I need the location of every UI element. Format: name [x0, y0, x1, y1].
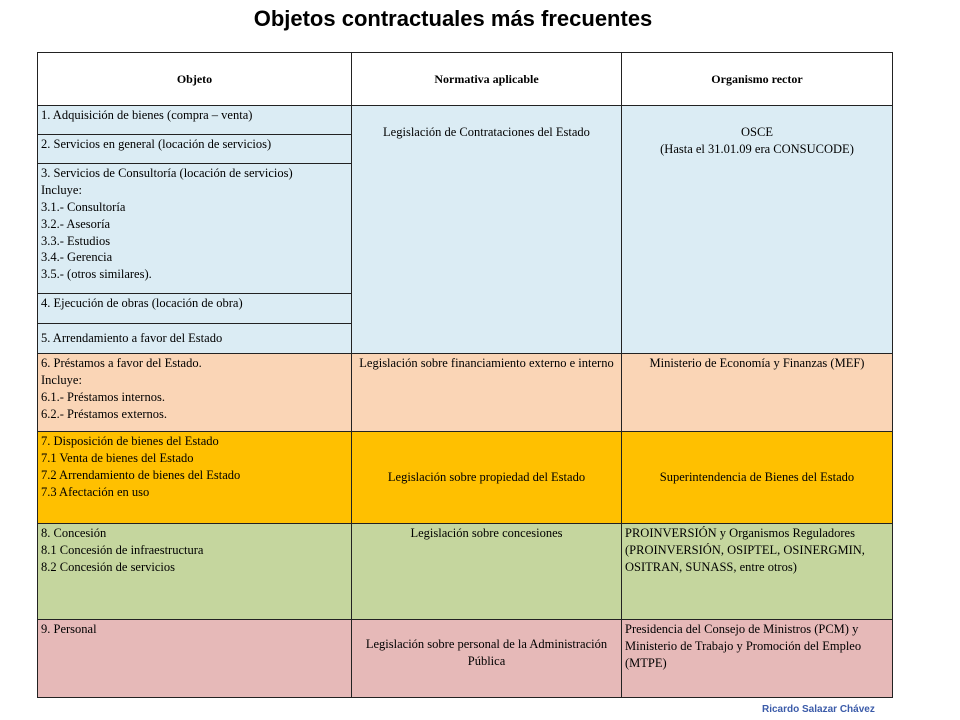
objeto-cell-5: 5. Arrendamiento a favor del Estado [38, 324, 352, 354]
organismo-cell-6: Ministerio de Economía y Finanzas (MEF) [622, 354, 893, 432]
normativa-cell-9: Legislación sobre personal de la Administración Pública [352, 620, 622, 698]
objeto-cell-4: 4. Ejecución de obras (locación de obra) [38, 294, 352, 324]
normativa-cell-6: Legislación sobre financiamiento externo e interno [352, 354, 622, 432]
header-normativa: Normativa aplicable [352, 53, 622, 106]
objeto-cell-2: 2. Servicios en general (locación de servicios) [38, 135, 352, 164]
table-header-row [38, 53, 893, 106]
table-row [38, 432, 893, 524]
page-title: Objetos contractuales más frecuentes [253, 6, 653, 31]
normativa-cell-8: Legislación sobre concesiones [352, 524, 622, 620]
contract-objects-table [37, 52, 893, 698]
normativa-cell-contrataciones: Legislación de Contrataciones del Estado [352, 106, 622, 354]
objeto-cell-3: 3. Servicios de Consultoría (locación de servicios) Incluye: 3.1.- Consultoría 3.2.- Asesoría 3.3.- Estudios 3.4.- Gerencia 3.5.- (otros similares). [38, 164, 352, 294]
table-row [38, 524, 893, 620]
table-row [38, 106, 893, 135]
organismo-cell-7: Superintendencia de Bienes del Estado [622, 432, 893, 524]
objeto-cell-8: 8. Concesión 8.1 Concesión de infraestructura 8.2 Concesión de servicios [38, 524, 352, 620]
table-row [38, 354, 893, 432]
objeto-cell-1: 1. Adquisición de bienes (compra – venta) [38, 106, 352, 135]
objeto-cell-6: 6. Préstamos a favor del Estado. Incluye: 6.1.- Préstamos internos. 6.2.- Préstamos externos. [38, 354, 352, 432]
organismo-cell-9: Presidencia del Consejo de Ministros (PCM) y Ministerio de Trabajo y Promoción del Empleo (MTPE) [622, 620, 893, 698]
header-organismo: Organismo rector [622, 53, 893, 106]
normativa-cell-7: Legislación sobre propiedad del Estado [352, 432, 622, 524]
objeto-cell-9: 9. Personal [38, 620, 352, 698]
objeto-cell-7: 7. Disposición de bienes del Estado 7.1 Venta de bienes del Estado 7.2 Arrendamiento de bienes del Estado 7.3 Afectación en uso [38, 432, 352, 524]
table-row [38, 620, 893, 698]
organismo-cell-8: PROINVERSIÓN y Organismos Reguladores (PROINVERSIÓN, OSIPTEL, OSINERGMIN, OSITRAN, SUNASS, entre otros) [622, 524, 893, 620]
organismo-cell-osce: OSCE (Hasta el 31.01.09 era CONSUCODE) [622, 106, 893, 354]
author-credit: Ricardo Salazar Chávez [762, 704, 875, 715]
header-objeto: Objeto [38, 53, 352, 106]
